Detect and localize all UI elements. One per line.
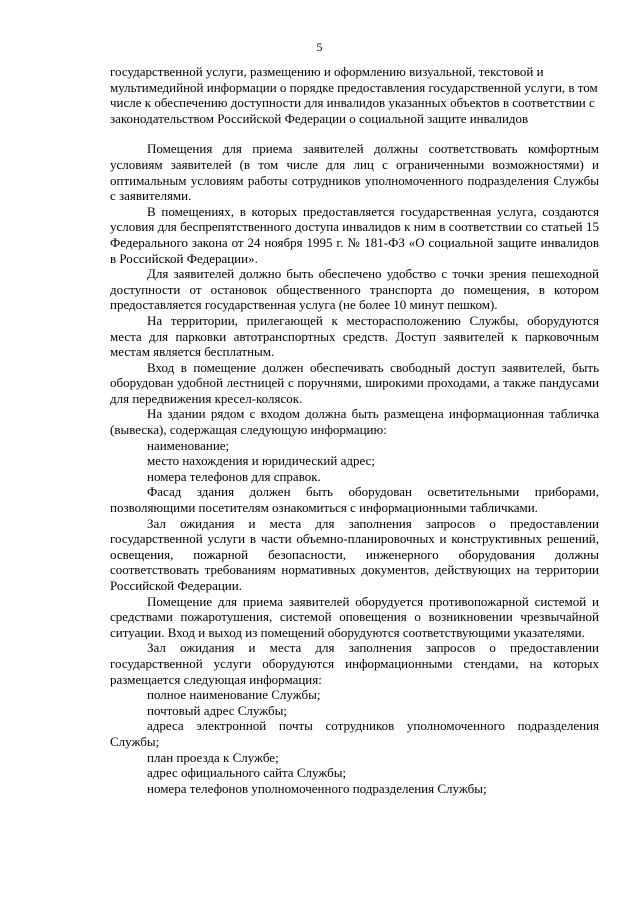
list-item: почтовый адрес Службы; [147, 702, 288, 718]
list-item: номера телефонов для справок. [147, 468, 321, 484]
list-item: адрес официального сайта Службы; [147, 765, 347, 781]
paragraph: Для заявителей должно быть обеспечено удобство с точки зрения пешеходной доступности от остановок общественного транспорта до помещения, в котором предоставляется государственная услуга (не более 10 минут пешком). [110, 266, 599, 313]
page-number: 5 [316, 40, 323, 54]
list-item: наименование; [147, 437, 230, 453]
paragraph: На здании рядом с входом должна быть размещена информационная табличка (вывеска), содержащая следующую информацию: [110, 406, 599, 438]
paragraph: государственной услуги, размещению и оформлению визуальной, текстовой и мультимедийной информации о порядке предоставления государственной услуги, в том числе к обеспечению доступности для инвалидов указанных объектов в соответствии с законодательством Российской Федерации о социальной защите инвалидов [110, 64, 598, 126]
list-item: адреса электронной почты сотрудников уполномоченного подразделения Службы; [110, 718, 599, 749]
paragraph: На территории, прилегающей к месторасположению Службы, оборудуются места для парковки автотранспортных средств. Доступ заявителей к парковочным местам является бесплатным. [110, 312, 599, 360]
paragraph: Зал ожидания и места для заполнения запросов о предоставлении государственной услуги оборудуются информационными стендами, на которых размещается следующая информация: [110, 640, 599, 687]
paragraph: Зал ожидания и места для заполнения запросов о предоставлении государственной услуги в части объемно-планировочных и конструктивных решений, освещения, пожарной безопасности, инженерного оборудования должны соответствовать требованиям нормативных документов, действующих на территории Российской Федерации. [110, 515, 599, 593]
paragraph: Вход в помещение должен обеспечивать свободный доступ заявителей, быть оборудован удобной лестницей с поручнями, широкими проходами, а также пандусами для передвижения кресел-колясок. [110, 359, 599, 406]
paragraph: Помещение для приема заявителей оборудуется противопожарной системой и средствами пожаротушения, системой оповещения о возникновении чрезвычайной ситуации. Вход и выход из помещений оборудуются соответствующими указателями. [110, 593, 599, 640]
list-item: номера телефонов уполномоченного подразделения Службы; [147, 780, 487, 796]
document-body [110, 64, 599, 796]
list-item: полное наименование Службы; [147, 687, 321, 703]
paragraph: Фасад здания должен быть оборудован осветительными приборами, позволяющими посетителям ознакомиться с информационными табличками. [110, 484, 599, 516]
list-item: план проезда к Службе; [147, 749, 279, 765]
paragraph: Помещения для приема заявителей должны соответствовать комфортным условиям заявителей (в том числе для лиц с ограниченными возможностями) и оптимальным условиям работы сотрудников уполномоченного подразделения Службы с заявителями. [110, 141, 599, 204]
list-item: место нахождения и юридический адрес; [147, 453, 375, 469]
paragraph: В помещениях, в которых предоставляется государственная услуга, создаются условия для беспрепятственного доступа инвалидов к ним в соответствии со статьей 15 Федерального закона от 24 ноября 1995 г. № 181-ФЗ «О социальной защите инвалидов в Российской Федерации». [110, 203, 599, 266]
